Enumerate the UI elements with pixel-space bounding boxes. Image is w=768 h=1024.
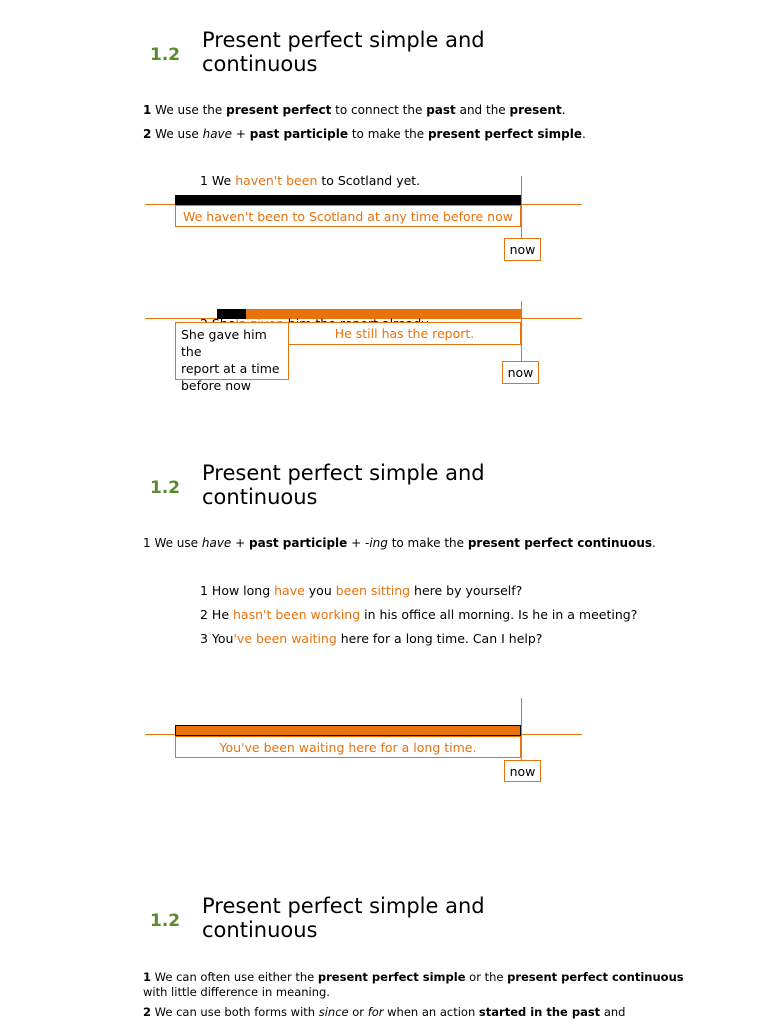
rule-2: 2 We use have + past participle to make the present perfect simple. — [143, 127, 586, 141]
section-title-line1: Present perfect simple and — [202, 894, 485, 918]
section-title — [202, 461, 485, 509]
section-title-line2: continuous — [202, 52, 318, 76]
section-number: 1.2 — [150, 45, 181, 65]
section-title-line1: Present perfect simple and — [202, 28, 485, 52]
now-marker — [521, 176, 522, 238]
example-sentence-2: 2 He hasn't been working in his office all morning. Is he in a meeting? — [200, 607, 638, 622]
now-label: now — [504, 760, 541, 782]
rule-2: 2 We can use both forms with since or for when an action started in the past and — [143, 1005, 626, 1019]
section-title-line2: continuous — [202, 918, 318, 942]
section-number: 1.2 — [150, 478, 181, 498]
example-sentence-3: 3 You've been waiting here for a long time. Can I help? — [200, 631, 543, 646]
timeline-caption: We haven't been to Scotland at any time before now — [175, 205, 521, 227]
rule-1: 1 We use have + past participle + -ing to make the present perfect continuous. — [143, 536, 656, 550]
timeline-caption: He still has the report. — [288, 322, 521, 345]
example-sentence-1: 1 How long have you been sitting here by yourself? — [200, 583, 523, 598]
section-title-line1: Present perfect simple and — [202, 461, 485, 485]
timeline-bar — [175, 195, 521, 205]
rule-1: 1 We can often use either the present perfect simple or the present perfect continuous — [143, 970, 684, 984]
now-marker — [521, 698, 522, 760]
section-title — [202, 28, 485, 76]
rule-1: 1 We use the present perfect to connect the past and the present. — [143, 103, 566, 117]
now-label: now — [504, 238, 541, 261]
section-title — [202, 894, 485, 942]
now-marker — [521, 301, 522, 361]
timeline-bar — [175, 725, 521, 736]
section-number: 1.2 — [150, 911, 181, 931]
example-sentence-1: 1 We haven't been to Scotland yet. — [200, 173, 421, 188]
now-label: now — [502, 361, 539, 384]
timeline-caption: You've been waiting here for a long time. — [175, 736, 521, 758]
past-action-box: She gave him the report at a time before now — [175, 322, 289, 380]
rule-1-continued: with little difference in meaning. — [143, 985, 330, 999]
section-title-line2: continuous — [202, 485, 318, 509]
